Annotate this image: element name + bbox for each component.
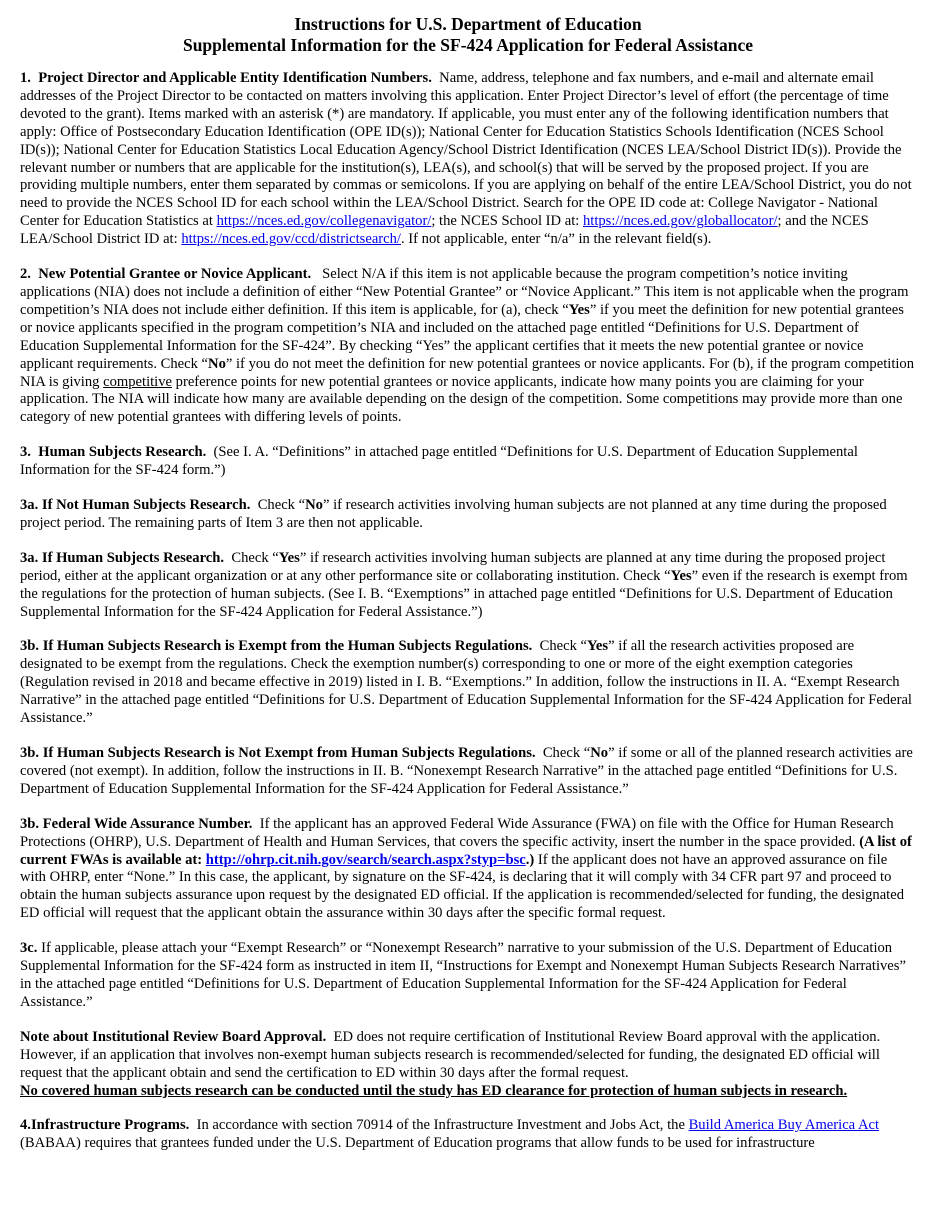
babaa-link[interactable]: Build America Buy America Act [688,1117,880,1134]
item-2-body-4: preference points for new potential grantees or novice applicants, indicate how many points you are claiming for your application. The NIA will indicate how many are available depending on the design of the competition. Some competitions may provide more than one category of new potential grantees with differing levels of points. [20,373,903,426]
item-3a-is-yes: Yes [278,549,300,566]
item-3b-exempt-heading: 3b. If Human Subjects Research is Exempt from the Human Subjects Regulations. [20,638,533,655]
document-page [20,14,916,1170]
item-1-heading: Project Director and Applicable Entity Identification Numbers. [38,70,432,86]
item-3a-is-paragraph [20,550,916,622]
item-2-heading: New Potential Grantee or Novice Applicant. [38,266,312,283]
item-3a-not-heading: 3a. If Not Human Subjects Research. [20,497,251,514]
item-2-body-1: Select N/A if this item is not applicable because the program competition’s notice inviting applications (NIA) does not include a definition of either “New Potential Grantee” or “Novice Applicant.” This item is not applicable when the program competition’s NIA does not include either definition. If this item is applicable, for (a), check “ [20,266,909,318]
item-3-heading: Human Subjects Research. [38,444,207,461]
item-2-body-2: ” if you meet the definition for new potential grantees or novice applicants specified in the program competition’s NIA and included on the attached page entitled “Definitions for U.S. Department of Education Supplemental Information for the SF-424”. By checking “Yes” the applicant certifies that it meets the new potential grantee or novice applicant requirements. Check “ [20,301,904,372]
item-4-paragraph [20,1117,916,1153]
item-2-body-3: ” if you do not meet the definition for new potential grantees or novice applicants. For (b), if the program competition NIA is giving [20,355,915,390]
item-3b-exempt-body-1: Check “ [539,638,588,655]
item-3a-not-body-1: Check “ [257,497,306,514]
title-line-2: Supplemental Information for the SF-424 Application for Federal Assistance [182,35,754,55]
item-3b-fwa-body-1: If the applicant has an approved Federal Wide Assurance (FWA) on file with the Office for Human Research Protections (OHRP), U.S. Department of Health and Human Services, that covers the specific activity, insert the number in the space provided. [20,815,894,850]
item-3b-exempt-yes: Yes [587,638,609,655]
item-3a-not-no: No [305,497,323,514]
title-line-1: Instructions for U.S. Department of Education [294,14,642,34]
item-3b-fwa-heading: 3b. Federal Wide Assurance Number. [20,815,253,832]
item-3b-fwa-bold-close: .) [525,851,535,868]
item-4-body-2: (BABAA) requires that grantees funded under the U.S. Department of Education programs that allow funds to be used for infrastructure [20,1135,815,1152]
item-3a-not-paragraph [20,497,916,533]
item-3-number: 3. [20,444,31,461]
item-3a-is-body-2: ” if research activities involving human subjects are planned at any time during the proposed project period, either at the applicant organization or at any other performance site or collaborating institution. Check “ [20,549,886,584]
item-3-body: (See I. A. “Definitions” in attached page entitled “Definitions for U.S. Department of Education Supplemental Information for the SF-424 form.”) [20,444,858,479]
item-3b-not-exempt-heading: 3b. If Human Subjects Research is Not Exempt from Human Subjects Regulations. [20,745,536,761]
item-2-yes: Yes [568,301,590,318]
college-navigator-link[interactable]: https://nces.ed.gov/collegenavigator/ [216,213,432,230]
item-1-body-3: ; and the NCES LEA/School District ID at: [20,213,869,248]
ohrp-fwa-search-link[interactable]: http://ohrp.cit.nih.gov/search/search.aspx?styp=bsc [205,851,526,868]
item-4-body-1: In accordance with section 70914 of the Infrastructure Investment and Jobs Act, the [196,1117,689,1134]
irb-note-heading: Note about Institutional Review Board Approval. [20,1028,327,1045]
item-3a-is-body-3: ” even if the research is exempt from the regulations for the protection of human subjects. (See I. B. “Exemptions” in attached page entitled “Definitions for U.S. Department of Education Supplemental Information for the SF-424 Application for Federal Assistance.”) [20,567,908,620]
item-3b-not-exempt-body-2: ” if some or all of the planned research activities are covered (not exempt). In addition, follow the instructions in II. B. “Nonexempt Research Narrative” in the attached page entitled “Definitions for U.S. Department of Education Supplemental Information for the SF-424 Application for Federal Assistance.” [20,745,913,797]
item-3c-paragraph [20,940,916,1012]
item-3b-fwa-bold-open: (A list of current FWAs is available at: [20,833,912,868]
item-3b-not-exempt-body-1: Check “ [542,745,591,761]
district-search-link[interactable]: https://nces.ed.gov/ccd/districtsearch/ [181,231,401,248]
item-4-number: 4. [20,1117,31,1134]
item-2-number: 2. [20,266,31,283]
global-locator-link[interactable]: https://nces.ed.gov/globallocator/ [582,213,778,230]
item-2-no: No [208,355,226,372]
irb-note-body: ED does not require certification of Institutional Review Board approval with the application. However, if an application that involves non-exempt human subjects research is recommended/selected for funding, the designated ED official will request that the applicant obtain and send the certification to ED within 30 days after the formal request. [20,1028,881,1081]
item-2-paragraph [20,266,916,427]
item-2-competitive: competitive [103,373,173,390]
item-1-body-1: Name, address, telephone and fax numbers, and e-mail and alternate email addresses of the Project Director to be contacted on matters involving this application. Enter Project Director’s level of effort (the percentage of time devoted to the grant). Items marked with an asterisk (*) are mandatory. If applicable, you must enter any of the following identification numbers that apply: Office of Postsecondary Education Identification (OPE ID(s)); National Center for Education Statistics Schools Identification (NCES School ID(s)); National Center for Education Statistics Local Education Agency/School District Identification (NCES LEA/School District ID(s)). Provide the relevant number or numbers that are applicable for the institution(s), LEA(s), and school(s) that will be served by the proposed project. If you are providing multiple numbers, enter them separated by commas or semicolons. If you are applying on behalf of the entire LEA/School District, you do not need to provide the NCES School ID for each school within the LEA/School District. Search for the OPE ID code at: College Navigator - National Center for Education Statistics at [20,70,912,230]
item-3a-not-body-2: ” if research activities involving human subjects are not planned at any time during the proposed project period. The remaining parts of Item 3 are then not applicable. [20,497,887,531]
item-3c-body: If applicable, please attach your “Exempt Research” or “Nonexempt Research” narrative to your submission of the U.S. Department of Education Supplemental Information for the SF-424 form as instructed in item II, “Instructions for Exempt and Nonexempt Human Subjects Research Narratives” in the attached page entitled “Definitions for U.S. Department of Education Supplemental Information for the SF-424 Application for Federal Assistance.” [20,940,906,1010]
item-3b-exempt-paragraph [20,638,916,728]
item-1-number: 1. [20,70,31,86]
item-4-heading: Infrastructure Programs. [30,1117,190,1134]
item-3c-heading: 3c. [20,940,38,957]
irb-note-paragraph [20,1029,916,1083]
irb-clearance-warning [20,1083,916,1101]
item-3b-not-exempt-no: No [590,745,609,761]
item-3a-is-heading: 3a. If Human Subjects Research. [20,549,225,566]
item-3b-not-exempt-paragraph [20,745,916,799]
item-3b-fwa-body-2: If the applicant does not have an approved assurance on file with OHRP, enter “None.” In this case, the applicant, by signature on the SF-424, is declaring that it will comply with 34 CFR part 97 and proceed to obtain the human subjects assurance upon request by the designated ED official. If the application is recommended/selected for funding, the designated ED official will request that the applicant obtain the assurance within 30 days after the specific formal request. [20,851,904,922]
item-3a-is-yes-2: Yes [670,567,692,584]
irb-clearance-warning-text: No covered human subjects research can be conducted until the study has ED clearance for protection of human subjects in research [20,1082,844,1099]
item-1-body-4: . If not applicable, enter “n/a” in the relevant field(s). [400,231,712,248]
item-3b-fwa-paragraph [20,816,916,923]
item-1-paragraph [20,70,916,249]
irb-clearance-warning-period: . [843,1082,848,1099]
item-3-paragraph [20,444,916,480]
item-3b-exempt-body-2: ” if all the research activities proposed are designated to be exempt from the regulations. Check the exemption number(s) corresponding to one or more of the eight exemption categories (Regulation revised in 2018 and became effective in 2019) listed in I. B. “Exemptions.” In addition, follow the instructions in II. A. “Exempt Research Narrative” in the attached page entitled “Definitions for U.S. Department of Education Supplemental Information for the SF-424 Application for Federal Assistance.” [20,638,912,727]
item-1-body-2: ; the NCES School ID at: [431,213,583,230]
item-3a-is-body-1: Check “ [231,549,279,566]
